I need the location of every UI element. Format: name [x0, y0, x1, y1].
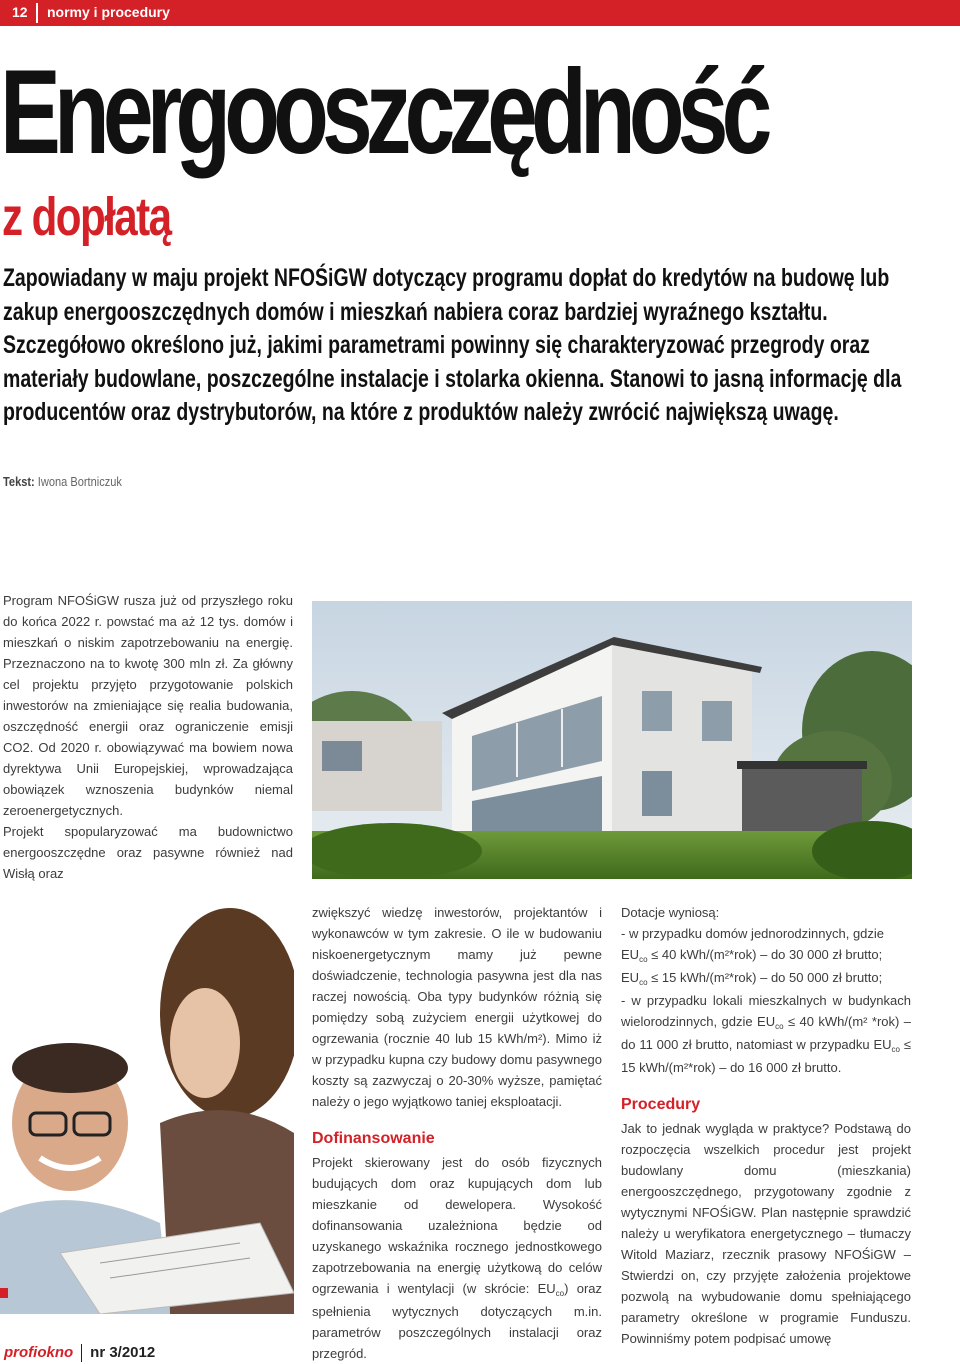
paragraph: Jak to jednak wygląda w praktyce? Podstawą do rozpoczęcia wszelkich procedur jest projekt budowlany domu (mieszkania) energooszczędnego, przygotowany zgodnie z wytycznymi NFOŚiGW. Plan następnie sprawdzić należy u weryfikatora energetycznego – tłumaczy Witold Maziarz, rzecznik prasowy NFOŚiGW – Stwierdzi on, czy przyjęte założenia projektowe pozwolą na wybudowanie domu spełniającego parametry określone w programie Funduszu. Powinniśmy potem podpisać umowę — [621, 1121, 911, 1346]
byline — [3, 474, 122, 489]
paragraph: Projekt skierowany jest do osób fizycznych budujących dom oraz kupujących dom lub mieszkanie od dewelopera. Wysokość dofinansowania uzależniona będzie od uzyskanego wskaźnika rocznego jednostkowego zapotrzebowania na energię użytkową do celów ogrzewania i wentylacji (w skrócie: $EU_{co}$) oraz spełnienia wytycznych dotyczących m.in. parametrów poszczególnych instalacji oraz przegród. — [312, 1155, 602, 1361]
footer-divider — [81, 1344, 82, 1362]
magazine-brand: profiokno — [4, 1344, 74, 1361]
house-photo — [312, 601, 912, 879]
paragraph: Program NFOŚiGW rusza już od przyszłego roku do końca 2022 r. powstać ma aż 12 tys. domów i mieszkań o niskim zapotrzebowaniu na energię. Przeznaczono na to kwotę 300 mln zł. Za główny cel projektu przyjęto przygotowanie polskich inwestorów na zmieniające się realia budowania, oszczędność energii oraz ograniczenie emisji CO2. Od 2020 r. obowiązywać ma bowiem nowa dyrektywa Unii Europejskiej, wprowadzająca obowiązek wznoszenia budynków niemal zeroenergetycznych. — [3, 593, 293, 818]
people-photo — [0, 893, 294, 1314]
page-number: 12 — [12, 4, 28, 20]
paragraph: - w przypadku lokali mieszkalnych w budynkach wielorodzinnych, gdzie $EU_{co} \le 40$ kWh/(m² *rok) – do 11 000 zł brutto, natomiast w przypadku $EU_{co} \le 15$ kWh/(m²*rok) – do 16 000 zł brutto. — [621, 993, 911, 1075]
paragraph: Projekt spopularyzować ma budownictwo energooszczędne oraz pasywne również nad Wisłą oraz — [3, 824, 293, 881]
column-3 — [621, 902, 911, 1349]
article-subtitle: z dopłatą — [2, 187, 171, 247]
list-line: $EU_{co} \le 15$ kWh/(m²*rok) – do 50 000 zł brutto; — [621, 970, 883, 987]
header-divider — [36, 3, 38, 23]
byline-author: Iwona Bortniczuk — [37, 474, 122, 489]
lead-paragraph: Zapowiadany w maju projekt NFOŚiGW dotyczący programu dopłat do kredytów na budowę lub zakup energooszczędnych domów i mieszkań nabiera coraz bardziej wyraźnego kształtu. Szczegółowo określono już, jakimi parametrami powinny się charakteryzować przegrody oraz materiały budowlane, poszczególne instalacje i stolarka okienna. Stanowi to jasną informację dla producentów oraz dystrybutorów, na które z produktów należy zwrócić największą uwagę. — [3, 264, 902, 426]
heading-dofinansowanie: Dofinansowanie — [312, 1130, 435, 1147]
column-2 — [312, 902, 602, 1364]
list-line: $EU_{co} \le 40$ kWh/(m²*rok) – do 30 000 zł brutto; — [621, 947, 883, 964]
heading-procedury: Procedury — [621, 1096, 701, 1113]
footer — [4, 1344, 155, 1362]
section-name: normy i procedury — [47, 4, 170, 20]
byline-label: Tekst: — [3, 474, 35, 489]
issue-number: nr 3/2012 — [90, 1344, 156, 1361]
paragraph: - w przypadku domów jednorodzinnych, gdzie — [621, 926, 885, 941]
paragraph: zwiększyć wiedzę inwestorów, projektantów i wykonawców w tym zakresie. O ile w budowaniu niskoenergetycznym mamy już pewne doświadczenie, technologia pasywna jest dla nas raczej nowością. Oba typy budynków różnią się pomiędzy sobą zużyciem energii użytkowej do ogrzewania (rocznie 40 lub 15 kWh/m²). Mimo iż w przypadku kupna czy budowy domu pasywnego koszty są zazwyczaj o 20-30% wyższe, pamiętać należy o jego wyjątkowo taniej eksploatacji. — [312, 905, 602, 1109]
paragraph: Dotacje wyniosą: — [621, 905, 720, 920]
column-1 — [3, 590, 293, 884]
article-title: Energooszczędność — [0, 45, 766, 179]
top-bar — [0, 0, 960, 26]
